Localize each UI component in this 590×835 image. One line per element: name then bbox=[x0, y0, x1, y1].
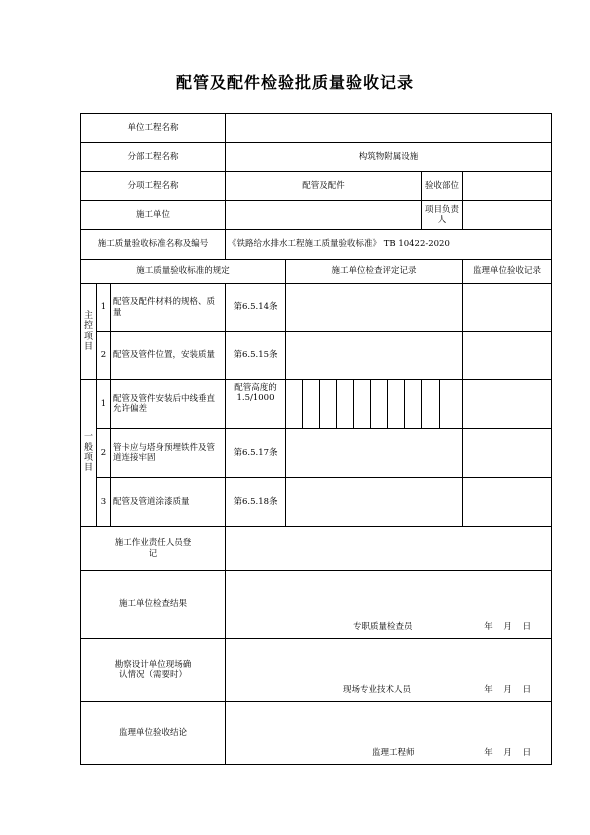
spec-column-header: 施工质量验收标准的规定 bbox=[81, 260, 286, 284]
measurement-cell[interactable] bbox=[371, 380, 388, 429]
main-item-1-no: 1 bbox=[97, 284, 111, 332]
measurement-cell[interactable] bbox=[354, 380, 371, 429]
standard-value: 《铁路给水排水工程施工质量验收标准》 TB 10422-2020 bbox=[226, 230, 552, 260]
design-signer-label: 现场专业技术人员 bbox=[343, 684, 412, 695]
main-item-1-supervisor-record[interactable] bbox=[463, 284, 552, 332]
supervisor-conclusion-cell[interactable] bbox=[226, 702, 552, 765]
general-item-1-text: 配管及管件安装后中线垂直允许偏差 bbox=[111, 380, 226, 429]
main-item-2-supervisor-record[interactable] bbox=[463, 332, 552, 380]
design-date: 年 月 日 bbox=[484, 684, 532, 695]
standard-label: 施工质量验收标准名称及编号 bbox=[81, 230, 226, 260]
main-item-1-text: 配管及配件材料的规格、质量 bbox=[111, 284, 226, 332]
general-item-2-clause: 第6.5.17条 bbox=[226, 429, 286, 478]
general-item-2-contractor-record[interactable] bbox=[286, 429, 463, 478]
measurement-cell[interactable] bbox=[440, 380, 463, 429]
supervisor-signer-label: 监理工程师 bbox=[372, 747, 415, 758]
acceptance-part-value[interactable] bbox=[463, 172, 552, 201]
general-item-1-clause: 配管高度的1.5/1000 bbox=[226, 380, 286, 429]
supervisor-date: 年 月 日 bbox=[484, 747, 532, 758]
supervisor-conclusion-label: 监理单位验收结论 bbox=[81, 702, 226, 765]
project-manager-label: 项目负责人 bbox=[422, 201, 463, 230]
general-item-3-contractor-record[interactable] bbox=[286, 478, 463, 527]
contractor-result-label: 施工单位检查结果 bbox=[81, 571, 226, 639]
main-items-group-label: 主控项目 bbox=[81, 284, 97, 380]
general-item-2-text: 管卡应与塔身预埋铁件及管道连接牢固 bbox=[111, 429, 226, 478]
division-value[interactable]: 构筑物附属设施 bbox=[226, 143, 552, 172]
measurement-cell[interactable] bbox=[320, 380, 337, 429]
design-confirmation-label: 勘察设计单位现场确认情况（需要时） bbox=[81, 639, 226, 702]
main-item-2-text: 配管及管件位置，安装质量 bbox=[111, 332, 226, 380]
contractor-record-header: 施工单位检查评定记录 bbox=[286, 260, 463, 284]
measurement-cell[interactable] bbox=[422, 380, 440, 429]
contractor-date: 年 月 日 bbox=[484, 621, 532, 632]
general-item-1-supervisor-record[interactable] bbox=[463, 380, 552, 429]
design-confirmation-cell[interactable] bbox=[226, 639, 552, 702]
subdivision-value[interactable]: 配管及配件 bbox=[226, 172, 422, 201]
general-item-3-no: 3 bbox=[97, 478, 111, 527]
project-manager-value[interactable] bbox=[463, 201, 552, 230]
page-title: 配管及配件检验批质量验收记录 bbox=[175, 73, 414, 92]
main-item-1-clause: 第6.5.14条 bbox=[226, 284, 286, 332]
general-item-3-text: 配管及管道涂漆质量 bbox=[111, 478, 226, 527]
worker-registration-value[interactable] bbox=[226, 527, 552, 571]
general-item-2-supervisor-record[interactable] bbox=[463, 429, 552, 478]
main-item-2-contractor-record[interactable] bbox=[286, 332, 463, 380]
measurement-cell[interactable] bbox=[303, 380, 320, 429]
contractor-result-cell[interactable] bbox=[226, 571, 552, 639]
contractor-label: 施工单位 bbox=[81, 201, 226, 230]
measurement-cell[interactable] bbox=[337, 380, 354, 429]
measurement-cell[interactable] bbox=[405, 380, 422, 429]
contractor-signer-label: 专职质量检查员 bbox=[353, 621, 413, 632]
general-item-1-no: 1 bbox=[97, 380, 111, 429]
supervisor-record-header: 监理单位验收记录 bbox=[463, 260, 552, 284]
inspection-record-table bbox=[80, 113, 552, 765]
contractor-value[interactable] bbox=[226, 201, 422, 230]
division-label: 分部工程名称 bbox=[81, 143, 226, 172]
unit-project-value[interactable] bbox=[226, 114, 552, 143]
main-item-1-contractor-record[interactable] bbox=[286, 284, 463, 332]
main-item-2-no: 2 bbox=[97, 332, 111, 380]
measurement-cell[interactable] bbox=[388, 380, 405, 429]
main-item-2-clause: 第6.5.15条 bbox=[226, 332, 286, 380]
general-item-3-supervisor-record[interactable] bbox=[463, 478, 552, 527]
measurement-cell[interactable] bbox=[286, 380, 303, 429]
acceptance-part-label: 验收部位 bbox=[422, 172, 463, 201]
general-item-3-clause: 第6.5.18条 bbox=[226, 478, 286, 527]
general-item-2-no: 2 bbox=[97, 429, 111, 478]
unit-project-label: 单位工程名称 bbox=[81, 114, 226, 143]
subdivision-label: 分项工程名称 bbox=[81, 172, 226, 201]
general-items-group-label: 一般项目 bbox=[81, 380, 97, 527]
worker-registration-label: 施工作业责任人员登记 bbox=[81, 527, 226, 571]
